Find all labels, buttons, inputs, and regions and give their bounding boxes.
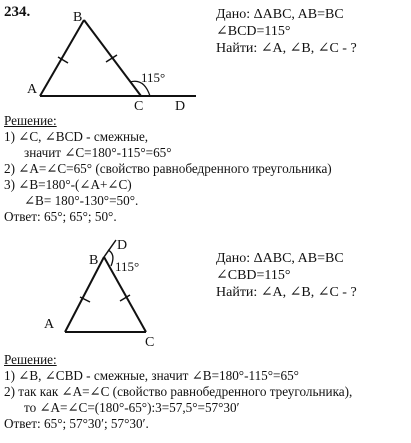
fig1-label-d: D [175,99,186,114]
given-block-1 [216,6,357,57]
fig2-side-ab [65,257,104,332]
given-block-2 [216,250,357,301]
given-1-line-3: Найти: ∠A, ∠B, ∠C - ? [216,41,357,56]
solution-2-line-3: то ∠A=∠C=(180°-65°):3=57,5°=57°30′ [24,400,240,415]
fig2-angle-label: 115° [115,259,140,274]
fig1-side-ab [40,20,84,96]
fig2-extension-bd [104,240,116,257]
given-2-line-1: Дано: ΔABC, AB=BC [216,251,344,266]
fig2-label-d: D [117,238,128,253]
given-2-line-3: Найти: ∠A, ∠B, ∠C - ? [216,285,357,300]
fig2-label-c: C [145,335,155,350]
given-1-line-1: Дано: ΔABC, AB=BC [216,7,344,22]
given-1-line-2: ∠BCD=115° [216,24,291,39]
given-2-line-2: ∠CBD=115° [216,268,291,283]
fig2-label-a: A [44,317,55,332]
solution-2-line-1: 1) ∠B, ∠CBD - смежные, значит ∠B=180°-115°=65° [4,368,299,383]
solution-block-1 [4,113,332,225]
solution-1-line-4: 3) ∠B=180°-(∠A+∠C) [4,177,132,192]
solution-2-line-2: 2) так как ∠A=∠C (свойство равнобедренного треугольника), [4,384,353,399]
fig2-label-b: B [89,253,99,268]
solution-1-line-3: 2) ∠A=∠C=65° (свойство равнобедренного треугольника) [4,161,332,176]
solution-1-line-5: ∠B= 180°-130°=50°. [24,193,139,208]
fig1-label-b: B [73,10,83,25]
fig1-label-a: A [27,82,38,97]
fig1-label-c: C [134,99,144,114]
solution-1-line-1: 1) ∠C, ∠BCD - смежные, [4,129,149,144]
solution-2-heading: Решение: [4,352,57,367]
problem-number: 234. [4,4,31,20]
solution-block-2 [4,352,352,432]
solution-1-line-2: значит ∠C=180°-115°=65° [24,145,172,160]
solution-1-heading: Решение: [4,113,57,128]
solution-2-answer: Ответ: 65°; 57°30′; 57°30′. [4,416,149,431]
fig1-angle-label: 115° [141,70,166,85]
solution-1-answer: Ответ: 65°; 65°; 50°. [4,209,117,224]
